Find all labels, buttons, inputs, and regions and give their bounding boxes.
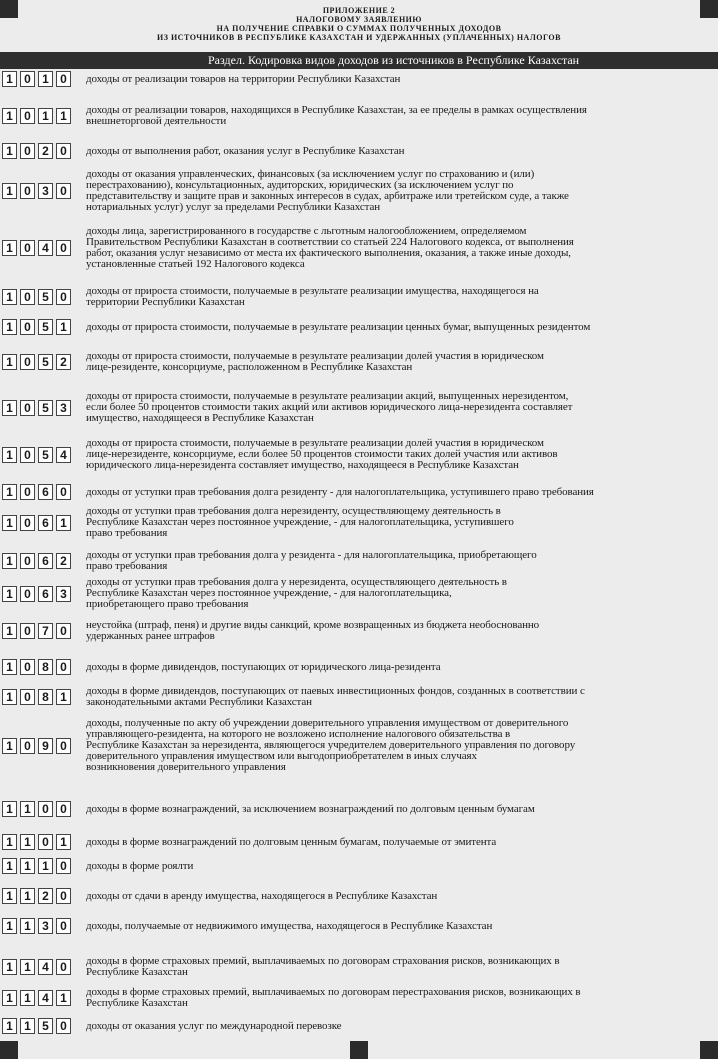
income-type-description: доходы в форме страховых премий, выплачиваемых по договорам страхования рисков, возникающих в Республике Казахстан — [86, 955, 560, 978]
income-code-row — [0, 286, 718, 308]
code-digit-cell: 0 — [20, 623, 35, 639]
code-digit-cell: 1 — [2, 738, 17, 754]
code-digit-cell: 4 — [38, 240, 53, 256]
code-digit-cell: 1 — [2, 319, 17, 335]
code-digit-cell: 0 — [20, 738, 35, 754]
income-code-row — [0, 105, 718, 127]
income-type-description: доходы от реализации товаров на территории Республики Казахстан — [86, 73, 401, 85]
code-digit-cell: 0 — [56, 738, 71, 754]
code-digit-cell: 2 — [38, 888, 53, 904]
income-type-description: доходы в форме роялти — [86, 860, 194, 872]
code-digit-cell: 0 — [20, 586, 35, 602]
code-cells — [2, 400, 71, 416]
code-digit-cell: 0 — [20, 71, 35, 87]
code-digit-cell: 6 — [38, 515, 53, 531]
code-digit-cell: 1 — [20, 858, 35, 874]
code-cells — [2, 858, 71, 874]
code-digit-cell: 2 — [56, 553, 71, 569]
income-code-row — [0, 858, 718, 874]
code-digit-cell: 1 — [2, 959, 17, 975]
code-digit-cell: 1 — [20, 834, 35, 850]
income-code-row — [0, 686, 718, 708]
code-digit-cell: 1 — [56, 515, 71, 531]
code-digit-cell: 1 — [2, 553, 17, 569]
code-digit-cell: 5 — [38, 289, 53, 305]
code-digit-cell: 0 — [56, 289, 71, 305]
code-digit-cell: 1 — [2, 834, 17, 850]
code-digit-cell: 1 — [20, 918, 35, 934]
code-digit-cell: 2 — [38, 143, 53, 159]
income-code-row — [0, 438, 718, 471]
income-type-description: доходы от уступки прав требования долга нерезиденту, осуществляющему деятельность в Республике Казахстан через постоянное учреждение, - для налогоплательщика, уступившего право требования — [86, 505, 514, 539]
income-type-description: доходы от уступки прав требования долга у резидента - для налогоплательщика, приобретающего право требования — [86, 549, 537, 572]
code-cells — [2, 990, 71, 1006]
income-code-row — [0, 1018, 718, 1034]
code-digit-cell: 0 — [56, 888, 71, 904]
code-digit-cell: 1 — [38, 858, 53, 874]
code-cells — [2, 888, 71, 904]
income-code-row — [0, 169, 718, 213]
code-cells — [2, 738, 71, 754]
code-digit-cell: 1 — [56, 689, 71, 705]
code-digit-cell: 0 — [56, 143, 71, 159]
code-digit-cell: 1 — [2, 484, 17, 500]
code-digit-cell: 1 — [2, 888, 17, 904]
code-digit-cell: 3 — [38, 918, 53, 934]
code-digit-cell: 1 — [2, 918, 17, 934]
code-digit-cell: 0 — [20, 447, 35, 463]
code-digit-cell: 0 — [38, 801, 53, 817]
income-type-description: доходы от выполнения работ, оказания услуг в Республике Казахстан — [86, 145, 405, 157]
header-subject-cont: ИЗ ИСТОЧНИКОВ В РЕСПУБЛИКЕ КАЗАХСТАН И УДЕРЖАННЫХ (УПЛАЧЕННЫХ) НАЛОГОВ — [157, 33, 561, 42]
income-type-description: доходы в форме дивидендов, поступающих от паевых инвестиционных фондов, созданных в соответствии с законодательными актами Республики Казахстан — [86, 685, 585, 708]
code-digit-cell: 0 — [56, 71, 71, 87]
code-digit-cell: 1 — [2, 689, 17, 705]
code-digit-cell: 8 — [38, 689, 53, 705]
code-digit-cell: 9 — [38, 738, 53, 754]
code-digit-cell: 1 — [56, 834, 71, 850]
code-digit-cell: 5 — [38, 1018, 53, 1034]
code-digit-cell: 1 — [2, 858, 17, 874]
code-cells — [2, 623, 71, 639]
income-code-row — [0, 956, 718, 978]
code-digit-cell: 1 — [2, 143, 17, 159]
code-cells — [2, 834, 71, 850]
income-code-row — [0, 718, 718, 773]
code-cells — [2, 659, 71, 675]
income-type-description: доходы в форме вознаграждений, за исключением вознаграждений по долговым ценным бумагам — [86, 803, 535, 815]
income-code-row — [0, 834, 718, 850]
code-digit-cell: 0 — [56, 623, 71, 639]
code-cells — [2, 801, 71, 817]
registration-mark-bottom-left — [0, 1041, 18, 1059]
code-cells — [2, 586, 71, 602]
income-type-description: доходы от прироста стоимости, получаемые в результате реализации долей участия в юридическом лице-нерезиденте, консорциуме, если более 50 процентов стоимости таких долей участия или активов юридического лица-нерезидента составляет имущество, находящееся в Республике Казахстан — [86, 437, 558, 471]
income-code-row — [0, 888, 718, 904]
code-digit-cell: 4 — [38, 959, 53, 975]
code-digit-cell: 0 — [20, 515, 35, 531]
code-cells — [2, 71, 71, 87]
code-digit-cell: 1 — [2, 108, 17, 124]
income-code-row — [0, 319, 718, 335]
code-cells — [2, 319, 71, 335]
income-code-row — [0, 484, 718, 500]
code-cells — [2, 959, 71, 975]
code-digit-cell: 1 — [2, 289, 17, 305]
code-digit-cell: 5 — [38, 354, 53, 370]
code-digit-cell: 1 — [2, 659, 17, 675]
income-code-row — [0, 659, 718, 675]
section-title-bar — [0, 52, 718, 69]
code-cells — [2, 240, 71, 256]
code-digit-cell: 1 — [56, 319, 71, 335]
income-code-row — [0, 226, 718, 270]
income-code-row — [0, 351, 718, 373]
code-digit-cell: 1 — [2, 240, 17, 256]
income-type-description: доходы от уступки прав требования долга у нерезидента, осуществляющего деятельность в Республике Казахстан через постоянное учреждение, - для налогоплательщика, приобретающего право требования — [86, 576, 507, 610]
code-digit-cell: 7 — [38, 623, 53, 639]
code-cells — [2, 484, 71, 500]
code-digit-cell: 5 — [38, 400, 53, 416]
code-cells — [2, 289, 71, 305]
income-code-row — [0, 577, 718, 610]
code-digit-cell: 0 — [20, 289, 35, 305]
registration-mark-bottom-middle — [350, 1041, 368, 1059]
income-type-description: доходы лица, зарегистрированного в государстве с льготным налогообложением, определяемом Правительством Республики Казахстан в соответствии со статьей 224 Налогового кодекса, от выполнения работ, оказания услуг независимо от места их фактического выполнения, оказания, а также иные доходы, установленные статьей 192 Налогового кодекса — [86, 225, 574, 270]
income-type-description: доходы, полученные по акту об учреждении доверительного управления имуществом от доверительного управляющего-резидента, на которого не возложено исполнение налогового обязательства в Республике Казахстан за нерезидента, являющегося учредителем доверительного управления по договору доверительного управления имуществом или выгодоприобретателем в иных случаях возникновения доверительного управления — [86, 717, 576, 773]
code-digit-cell: 1 — [20, 801, 35, 817]
code-digit-cell: 0 — [20, 143, 35, 159]
income-type-description: доходы от оказания услуг по международной перевозке — [86, 1020, 342, 1032]
income-code-row — [0, 987, 718, 1009]
code-digit-cell: 6 — [38, 586, 53, 602]
code-digit-cell: 1 — [2, 586, 17, 602]
code-cells — [2, 1018, 71, 1034]
income-type-description: доходы от прироста стоимости, получаемые в результате реализации акций, выпущенных нерезидентом, если более 50 процентов стоимости таких акций или активов юридического лица-нерезидента составляет имущество, находящееся в Республике Казахстан — [86, 390, 573, 424]
income-code-row — [0, 506, 718, 539]
code-digit-cell: 0 — [56, 240, 71, 256]
income-type-description: доходы в форме страховых премий, выплачиваемых по договорам перестрахования рисков, возникающих в Республике Казахстан — [86, 986, 581, 1009]
code-digit-cell: 0 — [20, 183, 35, 199]
code-digit-cell: 5 — [38, 447, 53, 463]
code-digit-cell: 0 — [20, 553, 35, 569]
code-digit-cell: 0 — [20, 354, 35, 370]
registration-mark-bottom-right — [700, 1041, 718, 1059]
header-subject: НА ПОЛУЧЕНИЕ СПРАВКИ О СУММАХ ПОЛУЧЕННЫХ ДОХОДОВ — [216, 24, 502, 33]
code-digit-cell: 0 — [56, 484, 71, 500]
code-digit-cell: 2 — [56, 354, 71, 370]
code-cells — [2, 553, 71, 569]
code-cells — [2, 515, 71, 531]
code-digit-cell: 1 — [20, 990, 35, 1006]
income-code-row — [0, 620, 718, 642]
code-cells — [2, 447, 71, 463]
header-form-ref: НАЛОГОВОМУ ЗАЯВЛЕНИЮ — [296, 15, 422, 24]
code-digit-cell: 0 — [20, 689, 35, 705]
income-code-row — [0, 143, 718, 159]
income-type-description: доходы от прироста стоимости, получаемые в результате реализации ценных бумаг, выпущенных резидентом — [86, 321, 591, 333]
code-digit-cell: 4 — [38, 990, 53, 1006]
code-digit-cell: 0 — [56, 918, 71, 934]
code-cells — [2, 689, 71, 705]
income-code-row — [0, 550, 718, 572]
code-digit-cell: 1 — [2, 400, 17, 416]
code-digit-cell: 4 — [56, 447, 71, 463]
code-digit-cell: 1 — [20, 959, 35, 975]
code-digit-cell: 0 — [20, 484, 35, 500]
code-digit-cell: 3 — [38, 183, 53, 199]
income-type-description: доходы от оказания управленческих, финансовых (за исключением услуг по страхованию и (или) перестрахованию), консультационных, аудиторских, юридических (за исключением услуг по представительству и защите прав и законных интересов в судах, арбитраже или третейском суде, а также нотариальных услуг) услуг за пределами Республики Казахстан — [86, 168, 569, 213]
code-digit-cell: 1 — [2, 623, 17, 639]
header-appendix: ПРИЛОЖЕНИЕ 2 — [322, 6, 396, 15]
income-type-description: доходы от уступки прав требования долга резиденту - для налогоплательщика, уступившего право требования — [86, 486, 594, 498]
income-type-description: доходы в форме вознаграждений по долговым ценным бумагам, получаемые от эмитента — [86, 836, 497, 848]
code-digit-cell: 0 — [56, 858, 71, 874]
code-cells — [2, 108, 71, 124]
code-digit-cell: 0 — [20, 240, 35, 256]
code-cells — [2, 143, 71, 159]
code-digit-cell: 0 — [56, 659, 71, 675]
code-digit-cell: 1 — [2, 1018, 17, 1034]
code-cells — [2, 354, 71, 370]
code-digit-cell: 0 — [38, 834, 53, 850]
code-digit-cell: 0 — [20, 319, 35, 335]
code-digit-cell: 1 — [38, 108, 53, 124]
code-digit-cell: 3 — [56, 586, 71, 602]
income-code-row — [0, 918, 718, 934]
code-digit-cell: 0 — [56, 959, 71, 975]
code-digit-cell: 1 — [2, 990, 17, 1006]
code-cells — [2, 183, 71, 199]
income-type-description: доходы в форме дивидендов, поступающих от юридического лица-резидента — [86, 661, 441, 673]
code-digit-cell: 1 — [56, 990, 71, 1006]
code-digit-cell: 0 — [56, 1018, 71, 1034]
income-type-description: доходы от реализации товаров, находящихся в Республике Казахстан, за ее пределы в рамках осуществления внешнеторговой деятельности — [86, 104, 587, 127]
code-digit-cell: 1 — [2, 447, 17, 463]
section-title: Раздел. Кодировка видов доходов из источников в Республике Казахстан — [208, 53, 580, 67]
code-digit-cell: 0 — [56, 183, 71, 199]
code-digit-cell: 1 — [20, 888, 35, 904]
code-digit-cell: 3 — [56, 400, 71, 416]
income-type-description: неустойка (штраф, пеня) и другие виды санкций, кроме возвращенных из бюджета необоснованно удержанных ранее штрафов — [86, 619, 540, 642]
income-code-row — [0, 801, 718, 817]
income-type-description: доходы от прироста стоимости, получаемые в результате реализации долей участия в юридическом лице-резиденте, консорциуме, расположенном в Республике Казахстан — [86, 350, 544, 373]
income-code-row — [0, 71, 718, 87]
code-digit-cell: 0 — [20, 659, 35, 675]
code-digit-cell: 1 — [38, 71, 53, 87]
code-digit-cell: 0 — [20, 108, 35, 124]
code-digit-cell: 6 — [38, 553, 53, 569]
code-digit-cell: 1 — [56, 108, 71, 124]
code-digit-cell: 0 — [20, 400, 35, 416]
code-digit-cell: 1 — [2, 515, 17, 531]
code-digit-cell: 8 — [38, 659, 53, 675]
income-type-description: доходы, получаемые от недвижимого имущества, находящегося в Республике Казахстан — [86, 920, 493, 932]
document-header — [0, 6, 718, 42]
code-digit-cell: 1 — [20, 1018, 35, 1034]
code-digit-cell: 0 — [56, 801, 71, 817]
income-type-description: доходы от сдачи в аренду имущества, находящегося в Республике Казахстан — [86, 890, 438, 902]
income-code-row — [0, 391, 718, 424]
income-type-description: доходы от прироста стоимости, получаемые в результате реализации имущества, находящегося на территории Республики Казахстан — [86, 285, 539, 308]
code-digit-cell: 1 — [2, 183, 17, 199]
code-digit-cell: 1 — [2, 354, 17, 370]
code-digit-cell: 1 — [2, 801, 17, 817]
code-digit-cell: 6 — [38, 484, 53, 500]
code-cells — [2, 918, 71, 934]
code-digit-cell: 1 — [2, 71, 17, 87]
code-digit-cell: 5 — [38, 319, 53, 335]
